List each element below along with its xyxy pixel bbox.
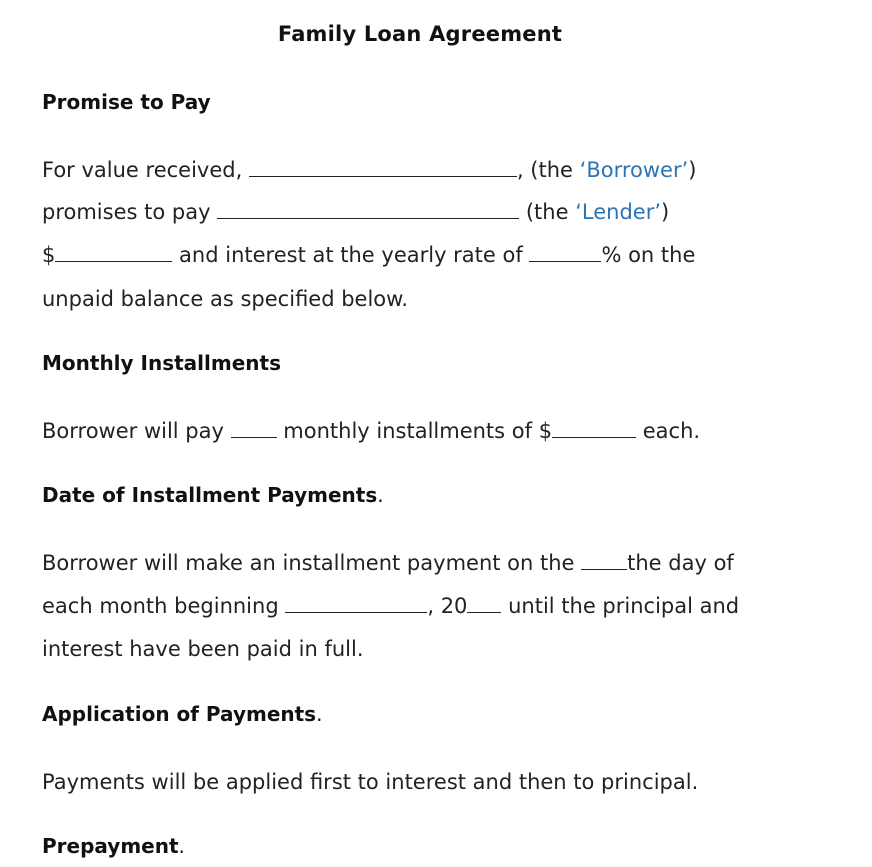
- date-text: until the principal and: [501, 594, 740, 618]
- section-heading-prepayment: [42, 834, 185, 858]
- heading-text: Application of Payments: [42, 702, 317, 726]
- promise-text: (the: [519, 200, 576, 224]
- lender-name-blank[interactable]: [217, 200, 519, 219]
- heading-period: .: [316, 702, 323, 726]
- start-date-blank[interactable]: [285, 594, 427, 613]
- installment-amount-blank[interactable]: [552, 419, 636, 438]
- installment-count-blank[interactable]: [231, 419, 277, 438]
- heading-period: .: [377, 483, 384, 507]
- promise-text: For value received,: [42, 158, 249, 182]
- date-line-1: [42, 550, 734, 576]
- section-heading-monthly-installments: Monthly Installments: [42, 351, 281, 375]
- start-year-blank[interactable]: [467, 594, 501, 613]
- heading-period: .: [178, 834, 185, 858]
- promise-text: % on the: [601, 243, 696, 267]
- promise-text: $: [42, 243, 56, 267]
- date-text: , 20: [427, 594, 468, 618]
- section-heading-application-of-payments: [42, 702, 322, 726]
- date-line-2: [42, 593, 739, 619]
- monthly-line-1: [42, 418, 700, 444]
- application-line-1: Payments will be applied first to interest and then to principal.: [42, 770, 699, 794]
- borrower-name-blank[interactable]: [249, 158, 517, 177]
- promise-line-4: unpaid balance as specified below.: [42, 287, 409, 311]
- section-heading-date-of-installment-payments: [42, 483, 384, 507]
- date-line-3: interest have been paid in full.: [42, 637, 364, 661]
- date-text: Borrower will make an installment payment on the: [42, 551, 582, 575]
- promise-text: and interest at the yearly rate of: [172, 243, 530, 267]
- lender-term: ‘Lender’: [575, 200, 661, 224]
- heading-text: Prepayment: [42, 834, 179, 858]
- interest-rate-blank[interactable]: [529, 243, 601, 262]
- monthly-text: each.: [636, 419, 701, 443]
- monthly-text: Borrower will pay: [42, 419, 231, 443]
- document-title: Family Loan Agreement: [277, 22, 563, 46]
- heading-text: Date of Installment Payments: [42, 483, 378, 507]
- promise-text: , (the: [516, 158, 580, 182]
- promise-line-2: [42, 199, 669, 225]
- monthly-text: monthly installments of $: [276, 419, 553, 443]
- promise-text: promises to pay: [42, 200, 218, 224]
- date-text: each month beginning: [42, 594, 286, 618]
- promise-text: ): [688, 158, 697, 182]
- promise-text: ): [661, 200, 670, 224]
- payment-day-blank[interactable]: [581, 551, 627, 570]
- date-text: the day of: [627, 551, 734, 575]
- borrower-term: ‘Borrower’: [579, 158, 689, 182]
- promise-line-3: [42, 242, 695, 268]
- loan-amount-blank[interactable]: [55, 243, 172, 262]
- promise-line-1: [42, 157, 696, 183]
- section-heading-promise-to-pay: Promise to Pay: [42, 90, 211, 114]
